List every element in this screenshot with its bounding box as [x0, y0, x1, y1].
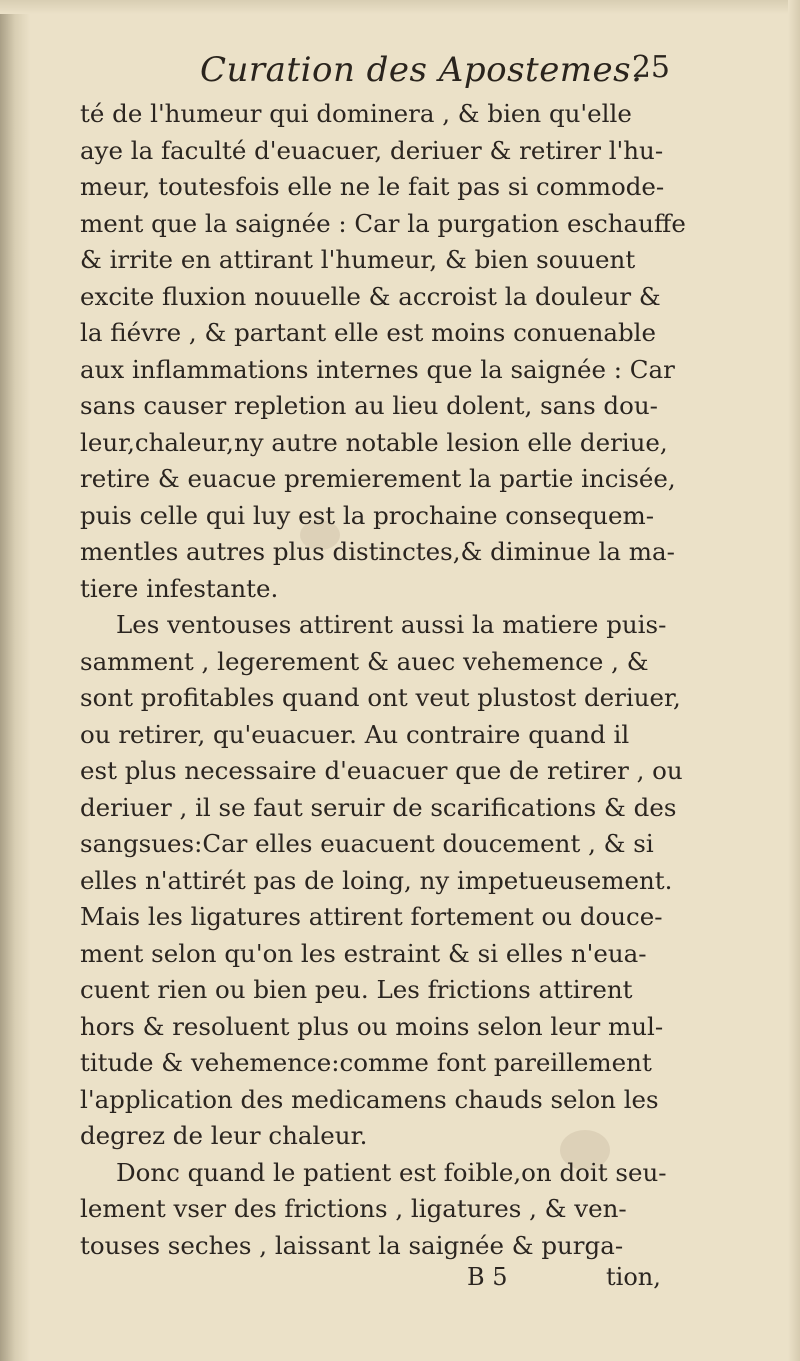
text-line: aye la faculté d'euacuer, deriuer & retirer l'hu- [80, 135, 664, 165]
page-footer [80, 1263, 690, 1299]
text-line: sangsues:Car elles euacuent doucement , & si [80, 829, 654, 858]
text-line: retire & euacue premierement la partie incisée, [80, 464, 676, 493]
text-line: titude & vehemence:comme font pareillement [80, 1048, 652, 1077]
text-line: Donc quand le patient est foible,on doit seu- [116, 1157, 667, 1187]
text-line: samment , legerement & auec vehemence , & [80, 646, 649, 676]
text-line: deriuer , il se faut seruir de scarifications & des [80, 792, 677, 822]
page-edge-right [788, 0, 800, 1361]
text-line: cuent rien ou bien peu. Les frictions attirent [80, 975, 633, 1004]
text-line: ou retirer, qu'euacuer. Au contraire quand il [80, 719, 630, 749]
text-line: la fiévre , & partant elle est moins conuenable [80, 318, 657, 347]
text-line: degrez de leur chaleur. [80, 1121, 368, 1150]
text-line: sont profitables quand ont veut plustost deriuer, [80, 683, 681, 712]
text-line: hors & resoluent plus ou moins selon leur mul- [80, 1011, 664, 1041]
text-line: mentles autres plus distinctes,& diminue la ma- [80, 537, 675, 566]
page-number: 25 [631, 50, 670, 85]
text-line: meur, toutesfois elle ne le fait pas si commode- [80, 172, 665, 201]
binding-shadow [0, 0, 30, 1361]
text-line: aux inflammations internes que la saignée : Car [80, 354, 675, 384]
text-line: ment selon qu'on les estraint & si elles n'eua- [80, 938, 647, 968]
text-line: est plus necessaire d'euacuer que de retirer , ou [80, 756, 683, 785]
signature-mark: B 5 [467, 1263, 508, 1291]
text-line: touses seches , laissant la saignée & purga- [80, 1230, 624, 1260]
text-line: tiere infestante. [80, 573, 279, 603]
body-text [80, 96, 690, 1264]
text-line: elles n'attirét pas de loing, ny impetueusement. [80, 865, 673, 895]
text-line: Mais les ligatures attirent fortement ou douce- [80, 902, 663, 931]
catchword: tion, [606, 1263, 661, 1291]
text-line: lement vser des frictions , ligatures , & ven- [80, 1194, 627, 1223]
running-header [200, 50, 670, 100]
page-edge-top [0, 0, 800, 14]
text-line: Les ventouses attirent aussi la matiere puis- [116, 610, 667, 639]
running-title: Curation des Apostemes. [200, 50, 643, 90]
text-line: l'application des medicamens chauds selon les [80, 1084, 659, 1114]
text-line: & irrite en attirant l'humeur, & bien souuent [80, 245, 636, 274]
text-line: excite fluxion nouuelle & accroist la douleur & [80, 281, 661, 311]
text-line: té de l'humeur qui dominera , & bien qu'elle [80, 99, 632, 128]
text-line: leur,chaleur,ny autre notable lesion elle deriue, [80, 427, 668, 457]
text-line: ment que la saignée : Car la purgation eschauffe [80, 208, 686, 238]
text-line: sans causer repletion au lieu dolent, sans dou- [80, 391, 658, 420]
text-line: puis celle qui luy est la prochaine consequem- [80, 500, 655, 530]
